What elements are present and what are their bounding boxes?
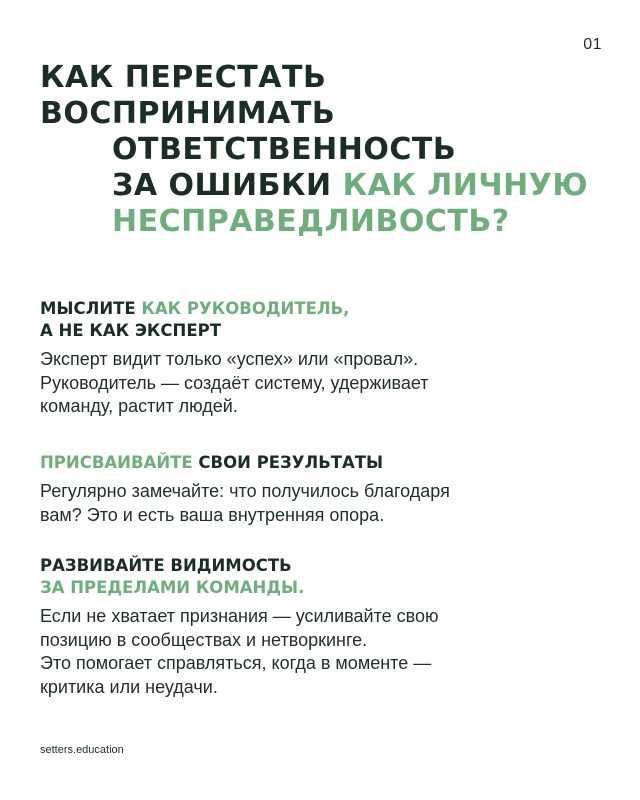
headline-line-4-green: КАК ЛИЧНУЮ	[342, 168, 589, 203]
section-body	[40, 605, 610, 699]
section-body	[40, 348, 610, 419]
body-line: вам? Это и есть ваша внутренняя опора.	[40, 504, 385, 525]
section-title-line-1	[40, 452, 610, 474]
headline-line-3: ОТВЕТСТВЕННОСТЬ	[112, 132, 457, 167]
section-title	[40, 298, 610, 342]
section-body	[40, 480, 610, 527]
body-line: Эксперт видит только «успех» или «провал».	[40, 349, 419, 369]
page-number: 01	[583, 36, 602, 53]
body-line: Это помогает справляться, когда в моменте —	[40, 653, 432, 673]
section-develop-visibility	[40, 555, 610, 699]
section-title-line-2: ЗА ПРЕДЕЛАМИ КОМАНДЫ.	[40, 578, 305, 597]
section-title-line-2: А НЕ КАК ЭКСПЕРТ	[40, 321, 221, 340]
body-line: позицию в сообществах и нетворкинге.	[40, 629, 368, 650]
section-title-green: КАК РУКОВОДИТЕЛЬ,	[141, 299, 350, 318]
section-title-dark: СВОИ РЕЗУЛЬТАТЫ	[198, 453, 384, 472]
body-line: критика или неудачи.	[40, 676, 218, 697]
headline-line-5: НЕСПРАВЕДЛИВОСТЬ?	[112, 204, 510, 239]
headline-line-4	[40, 168, 620, 204]
section-own-results	[40, 452, 610, 527]
section-think-like-manager	[40, 298, 610, 419]
headline	[40, 60, 620, 240]
headline-line-1: КАК ПЕРЕСТАТЬ	[40, 60, 327, 95]
headline-line-4-dark: ЗА ОШИБКИ	[112, 168, 332, 203]
headline-line-2: ВОСПРИНИМАТЬ	[40, 96, 336, 131]
body-line: Руководитель — создаёт систему, удерживает	[40, 372, 429, 393]
section-title	[40, 452, 610, 474]
section-title-line-1	[40, 298, 610, 320]
body-line: Регулярно замечайте: что получилось благодаря	[40, 481, 450, 501]
section-title-line-1: РАЗВИВАЙТЕ ВИДИМОСТЬ	[40, 556, 292, 575]
section-title	[40, 555, 610, 599]
section-title-green: ПРИСВАИВАЙТЕ	[40, 453, 193, 472]
footer-site-name: setters.education	[40, 744, 124, 756]
section-title-dark: МЫСЛИТЕ	[40, 299, 136, 318]
body-line: Если не хватает признания — усиливайте свою	[40, 606, 439, 626]
body-line: команду, растит людей.	[40, 396, 238, 416]
